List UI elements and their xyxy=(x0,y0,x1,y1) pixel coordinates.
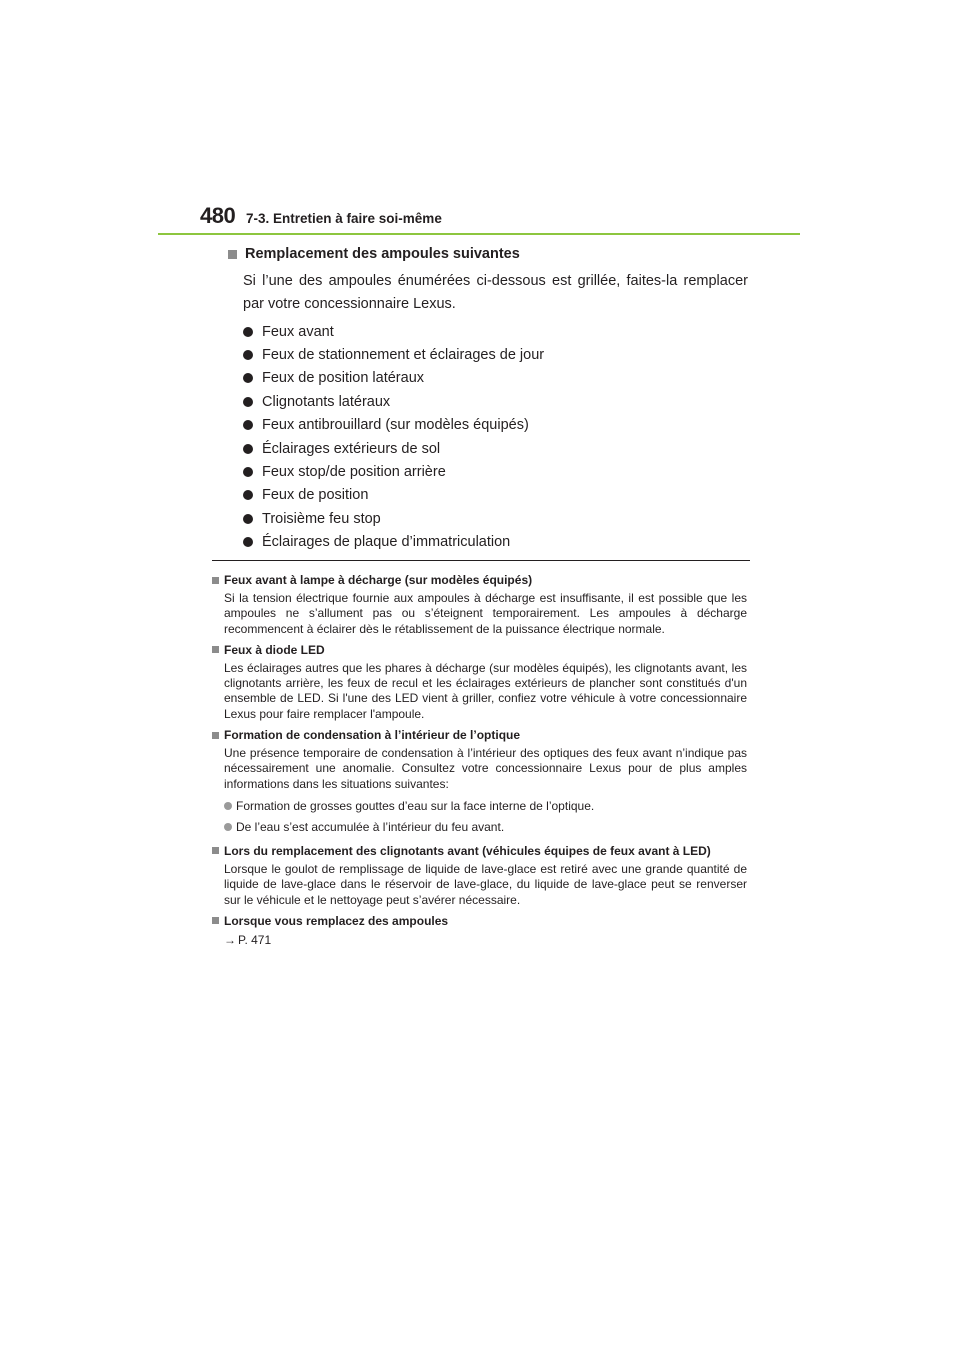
bullet-icon xyxy=(243,350,253,360)
note xyxy=(212,726,747,838)
bulb-list xyxy=(243,320,748,554)
list-item xyxy=(243,367,748,390)
condensation-list xyxy=(224,796,747,838)
square-bullet-icon xyxy=(212,646,219,653)
list-item xyxy=(243,437,748,460)
note-heading xyxy=(212,571,747,589)
page-reference xyxy=(224,933,747,947)
list-item-text: Formation de grosses gouttes d’eau sur la face interne de l’optique. xyxy=(236,799,595,814)
list-item xyxy=(243,507,748,530)
note-body: Les éclairages autres que les phares à décharge (sur modèles équipés), les clignotants avant, les clignotants arrière, les feux de recul et les éclairages extérieurs de plancher sont constitués d'un ensemble de LED. Si l'une des LED vient à griller, confiez votre véhicule à votre concessionnaire Lexus pour faire remplacer l'ampoule. xyxy=(224,660,747,721)
list-item-text: Éclairages extérieurs de sol xyxy=(262,440,441,457)
list-item-text: Feux stop/de position arrière xyxy=(262,464,446,481)
list-item xyxy=(243,343,748,366)
bullet-icon xyxy=(243,514,253,524)
note-body: Lorsque le goulot de remplissage de liquide de lave-glace est retiré avec une grande quantité de liquide de lave-glace dans le réservoir de lave-glace, du liquide de lave-glace peut se renverser sur le véhicule et le nettoyage peut s’avérer nécessaire. xyxy=(224,861,747,907)
main-section xyxy=(228,244,748,554)
note-heading xyxy=(212,912,747,930)
list-item xyxy=(243,320,748,343)
list-item-text: Éclairages de plaque d’immatriculation xyxy=(262,534,511,551)
bullet-icon xyxy=(243,490,253,500)
list-item-text: Feux de position xyxy=(262,487,369,504)
page-number: 480 xyxy=(200,203,236,228)
note-body: Si la tension électrique fournie aux ampoules à décharge est insuffisante, il est possible que les ampoules ne s’allument pas ou s’éteignent temporairement. Les ampoules à décharge recommencent à éclairer dès le rétablissement de la puissance électrique normale. xyxy=(224,591,747,636)
list-item-text: Feux de stationnement et éclairages de jour xyxy=(262,347,545,364)
list-item-text: De l’eau s’est accumulée à l’intérieur du feu avant. xyxy=(236,820,505,835)
divider xyxy=(212,560,750,561)
notes-section xyxy=(212,571,747,951)
list-item xyxy=(243,460,748,483)
note xyxy=(212,571,747,637)
note-heading xyxy=(212,842,747,860)
bullet-icon xyxy=(243,420,253,430)
list-item xyxy=(243,484,748,507)
bullet-icon xyxy=(243,537,253,547)
note-heading xyxy=(212,726,747,744)
page-header xyxy=(200,203,800,235)
note-heading xyxy=(212,641,747,659)
list-item xyxy=(243,390,748,413)
list-item-text: Feux antibrouillard (sur modèles équipés) xyxy=(262,417,529,434)
header-rule xyxy=(158,233,800,235)
list-item-text: Feux de position latéraux xyxy=(262,370,425,387)
section-heading xyxy=(228,244,748,264)
bullet-icon xyxy=(243,373,253,383)
intro-paragraph: Si l’une des ampoules énumérées ci-dessous est grillée, faites-la remplacer par votre concessionnaire Lexus. xyxy=(243,273,748,312)
note-heading-text: Feux à diode LED xyxy=(224,642,325,657)
note-heading-text: Lors du remplacement des clignotants avant (véhicules équipes de feux avant à LED) xyxy=(224,843,711,858)
list-item xyxy=(224,796,747,817)
note-body: Une présence temporaire de condensation à l’intérieur des optiques des feux avant n’indique pas nécessairement une anomalie. Consultez votre concessionnaire Lexus pour de plus amples informations dans les situations suivantes: xyxy=(224,746,747,791)
bullet-icon xyxy=(224,823,232,831)
list-item-text: Troisième feu stop xyxy=(262,510,381,527)
bullet-icon xyxy=(243,397,253,407)
list-item-text: Feux avant xyxy=(262,323,334,340)
note xyxy=(212,912,747,947)
square-bullet-icon xyxy=(228,250,237,259)
list-item xyxy=(243,414,748,437)
arrow-right-icon: → xyxy=(224,932,236,947)
list-item xyxy=(243,531,748,554)
bullet-icon xyxy=(224,802,232,810)
bullet-icon xyxy=(243,444,253,454)
note-heading-text: Formation de condensation à l’intérieur de l’optique xyxy=(224,728,521,743)
section-heading-text: Remplacement des ampoules suivantes xyxy=(245,246,520,262)
list-item-text: Clignotants latéraux xyxy=(262,393,391,410)
note xyxy=(212,842,747,908)
bullet-icon xyxy=(243,327,253,337)
note xyxy=(212,641,747,722)
note-heading-text: Feux avant à lampe à décharge (sur modèles équipés) xyxy=(224,573,533,587)
page-reference-link[interactable]: P. 471 xyxy=(238,932,272,947)
note-heading-text: Lorsque vous remplacez des ampoules xyxy=(224,913,449,928)
section-title: 7-3. Entretien à faire soi-même xyxy=(246,211,442,226)
list-item xyxy=(224,817,747,838)
square-bullet-icon xyxy=(212,847,219,854)
square-bullet-icon xyxy=(212,732,219,739)
square-bullet-icon xyxy=(212,577,219,584)
bullet-icon xyxy=(243,467,253,477)
square-bullet-icon xyxy=(212,917,219,924)
